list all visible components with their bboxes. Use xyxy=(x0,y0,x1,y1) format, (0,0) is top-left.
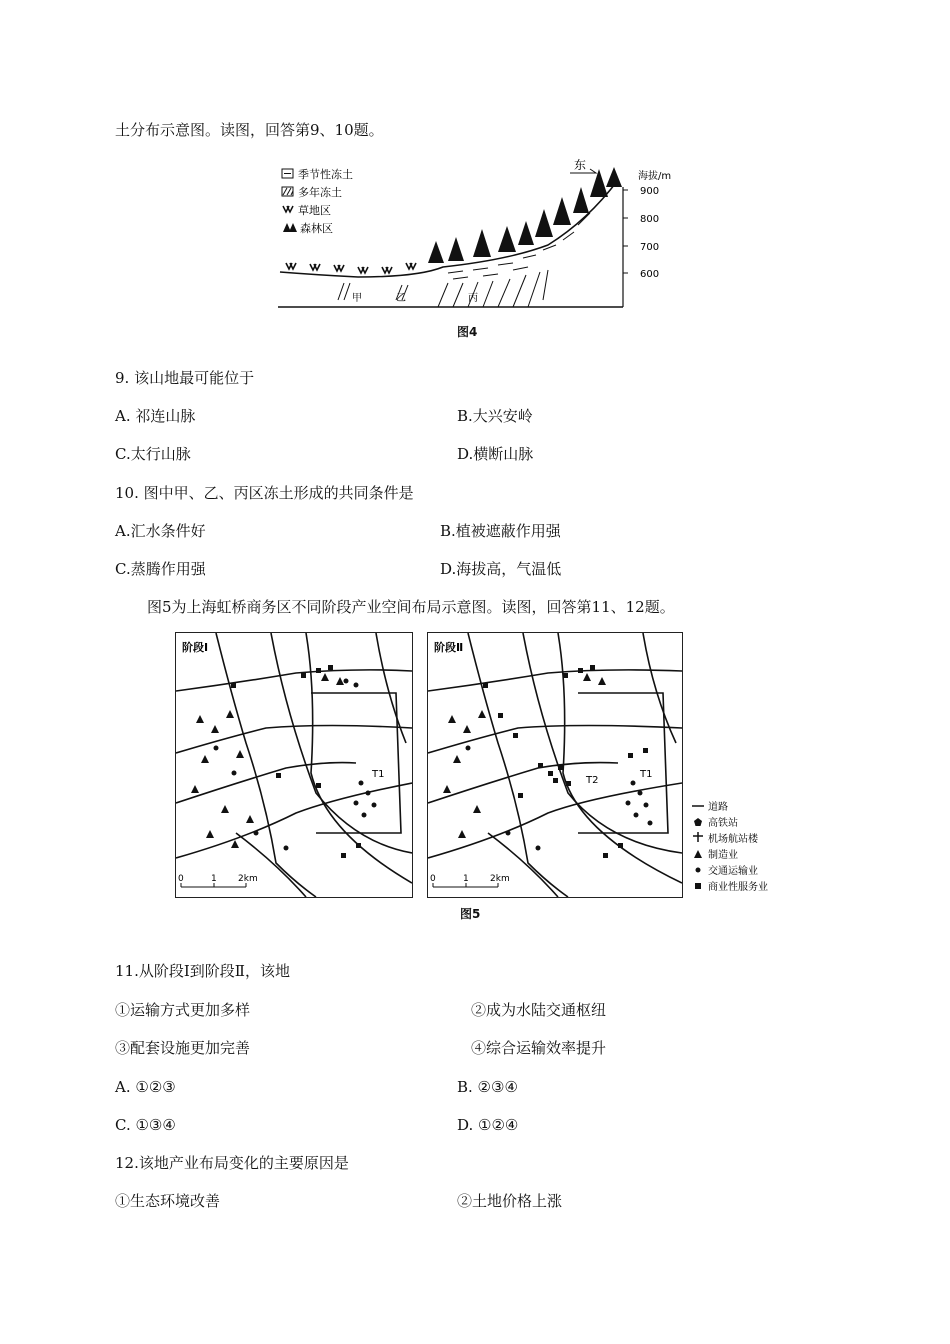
legend-manufacturing: 制造业 xyxy=(708,850,738,861)
legend-seasonal: 季节性冻土 xyxy=(298,168,353,181)
fig4-forest xyxy=(428,167,622,263)
stage2-markers xyxy=(443,665,653,858)
q11-statement-4: ④综合运输效率提升 xyxy=(471,1039,607,1057)
q10-option-b: B.植被遮蔽作用强 xyxy=(440,522,561,540)
legend-commercial: 商业性服务业 xyxy=(708,882,768,893)
q9-option-b: B.大兴安岭 xyxy=(457,407,533,425)
stage1-t1: T1 xyxy=(372,769,385,780)
stage1-markers xyxy=(191,665,377,858)
stage2-scale-0: 0 xyxy=(430,874,436,884)
fig5-intro: 图5为上海虹桥商务区不同阶段产业空间布局示意图。读图，回答第11、12题。 xyxy=(147,598,675,616)
zone-bing: 丙 xyxy=(468,293,478,304)
figure-5-caption: 图5 xyxy=(460,907,481,921)
legend-airport-terminal: 机场航站楼 xyxy=(708,834,758,845)
q11-option-b: B. ②③④ xyxy=(457,1078,518,1096)
q11-option-c: C. ①③④ xyxy=(115,1116,176,1134)
q11-statement-2: ②成为水陆交通枢纽 xyxy=(471,1001,607,1019)
legend-transport: 交通运输业 xyxy=(708,866,758,877)
q9-stem: 9. 该山地最可能位于 xyxy=(115,369,255,387)
stage1-label: 阶段Ⅰ xyxy=(182,641,209,654)
q9-option-c: C.太行山脉 xyxy=(115,445,191,463)
q9-option-a: A. 祁连山脉 xyxy=(115,407,196,425)
stage1-scale-1: 1 xyxy=(211,874,217,884)
tick-900: 900 xyxy=(640,186,660,197)
q11-option-a: A. ①②③ xyxy=(115,1078,176,1096)
stage2-scale-2: 2km xyxy=(490,874,510,884)
legend-road: 道路 xyxy=(708,802,728,813)
q10-option-a: A.汇水条件好 xyxy=(115,522,206,540)
tick-800: 800 xyxy=(640,214,660,225)
tick-600: 600 xyxy=(640,269,660,280)
legend-grass: 草地区 xyxy=(298,204,331,217)
zone-jia: 甲 xyxy=(352,293,362,304)
q10-option-c: C.蒸腾作用强 xyxy=(115,560,206,578)
stage1-scale-2: 2km xyxy=(238,874,258,884)
fig4-legend xyxy=(282,167,353,235)
q10-stem: 10. 图中甲、乙、丙区冻土形成的共同条件是 xyxy=(115,484,414,502)
zone-yi: 乙 xyxy=(396,293,406,304)
q9-option-d: D.横断山脉 xyxy=(457,445,534,463)
map-stage-2 xyxy=(427,632,683,898)
q11-option-d: D. ①②④ xyxy=(457,1116,519,1134)
tick-700: 700 xyxy=(640,242,660,253)
q11-statement-3: ③配套设施更加完善 xyxy=(115,1039,251,1057)
stage2-t1: T1 xyxy=(640,769,653,780)
legend-permafrost: 多年冻土 xyxy=(298,186,342,199)
q12-statement-2: ②土地价格上涨 xyxy=(457,1192,563,1210)
figure-4-caption: 图4 xyxy=(457,325,478,339)
fig4-direction: 东 xyxy=(574,158,587,172)
q12-statement-1: ①生态环境改善 xyxy=(115,1192,221,1210)
stage1-scale-0: 0 xyxy=(178,874,184,884)
q12-stem: 12.该地产业布局变化的主要原因是 xyxy=(115,1154,349,1172)
map-stage-1 xyxy=(175,632,413,898)
stage2-t2: T2 xyxy=(586,775,599,786)
legend-forest: 森林区 xyxy=(300,222,333,235)
q11-stem: 11.从阶段Ⅰ到阶段Ⅱ，该地 xyxy=(115,962,290,980)
q11-statement-1: ①运输方式更加多样 xyxy=(115,1001,251,1019)
fig5-legend xyxy=(690,798,800,898)
figure-4 xyxy=(278,155,678,315)
stage2-scale-1: 1 xyxy=(463,874,469,884)
legend-rail-station: 高铁站 xyxy=(708,818,738,829)
q10-option-d: D.海拔高，气温低 xyxy=(440,560,562,578)
fig4-axis-title: 海拔/m xyxy=(638,171,672,182)
intro-line: 土分布示意图。读图，回答第9、10题。 xyxy=(115,121,384,139)
stage2-label: 阶段Ⅱ xyxy=(434,641,464,654)
